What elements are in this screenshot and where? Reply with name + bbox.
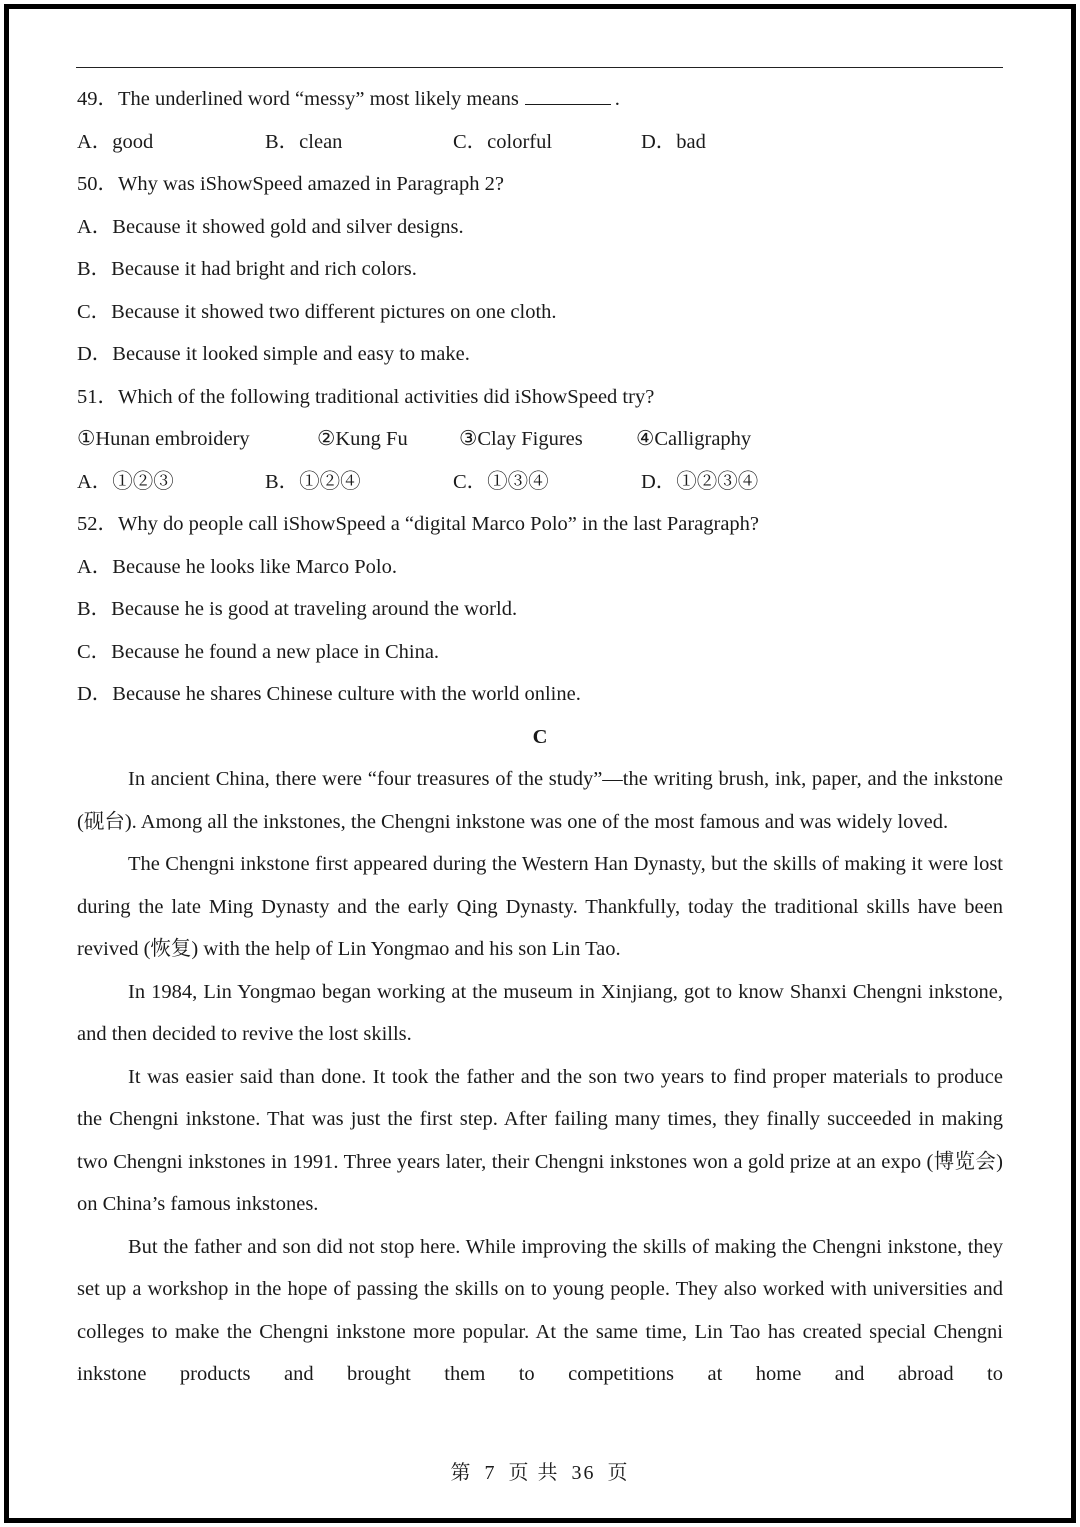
passage-paragraph-2: The Chengni inkstone first appeared during the Western Han Dynasty, but the skills of making it were lost during the late Ming Dynasty and the early Qing Dynasty. Thankfully, today the traditional skills have been revived (恢复) with the help of Lin Yongmao and his son Lin Tao. — [77, 853, 1003, 960]
header-rule — [76, 67, 1003, 68]
question-51-stem — [77, 376, 1003, 419]
question-text: The underlined word “messy” most likely means — [118, 88, 519, 110]
footer-suffix: 页 — [607, 1462, 630, 1484]
option-c: C．Because he found a new place in China. — [77, 640, 440, 663]
option-d: D．Because he shares Chinese culture with the world online. — [77, 683, 581, 705]
footer-middle: 页 共 — [508, 1462, 560, 1484]
question-49-options — [77, 121, 1003, 164]
option-c: C．①③④ — [453, 470, 549, 493]
question-end: . — [614, 88, 620, 110]
question-50-stem — [77, 163, 1003, 206]
option-b: B．①②④ — [265, 470, 361, 493]
question-number: 49． — [77, 88, 118, 110]
option-b: B．Because it had bright and rich colors. — [77, 258, 417, 280]
option-a: A．Because it showed gold and silver designs. — [77, 215, 464, 238]
option-d: D．Because it looked simple and easy to make. — [77, 343, 470, 365]
option-d: D．bad — [641, 130, 706, 153]
option-a: A．Because he looks like Marco Polo. — [77, 555, 397, 578]
footer-total-pages: 36 — [571, 1462, 596, 1484]
footer-prefix: 第 — [450, 1462, 473, 1484]
question-text: Why do people call iShowSpeed a “digital Marco Polo” in the last Paragraph? — [118, 513, 760, 535]
question-52-stem — [77, 503, 1003, 546]
option-c: C．Because it showed two different pictures on one cloth. — [77, 300, 557, 323]
activity-item-2: ②Kung Fu — [317, 428, 408, 450]
passage-paragraph-1: In ancient China, there were “four treasures of the study”—the writing brush, ink, paper, and the inkstone (砚台). Among all the inkstones, the Chengni inkstone was one of the most famous and was widely loved. — [77, 768, 1003, 833]
page-footer — [0, 1456, 1080, 1485]
option-b: B．clean — [265, 130, 343, 153]
footer-page-number: 7 — [484, 1462, 497, 1484]
question-number: 51． — [77, 385, 118, 408]
question-text: Which of the following traditional activities did iShowSpeed try? — [118, 385, 655, 408]
question-number: 52． — [77, 513, 118, 535]
activity-item-3: ③Clay Figures — [459, 428, 583, 450]
question-51-items — [77, 418, 1003, 461]
passage-paragraph-4: It was easier said than done. It took the father and the son two years to find proper materials to produce the Chengni inkstone. That was just the first step. After failing many times, they finally succeeded in making two Chengni inkstones in 1991. Three years later, their Chengni inkstones won a gold prize at an expo (博览会) on China’s famous inkstones. — [77, 1065, 1003, 1215]
section-heading: C — [532, 725, 548, 748]
passage-paragraph-5: But the father and son did not stop here. While improving the skills of making the Chengni inkstone, they set up a workshop in the hope of passing the skills on to young people. They also worked with universities and colleges to make the Chengni inkstone more popular. At the same time, Lin Tao has created special Chengni inkstone products and brought them to competitions at home and abroad to — [77, 1235, 1003, 1385]
passage-paragraph-3: In 1984, Lin Yongmao began working at the museum in Xinjiang, got to know Shanxi Chengni inkstone, and then decided to revive the lost skills. — [77, 980, 1003, 1045]
option-a: A．good — [77, 130, 154, 153]
question-text: Why was iShowSpeed amazed in Paragraph 2? — [118, 173, 504, 195]
answer-blank — [525, 84, 611, 105]
activity-item-4: ④Calligraphy — [636, 428, 752, 450]
option-c: C．colorful — [453, 130, 553, 153]
question-51-options — [77, 461, 1003, 504]
option-b: B．Because he is good at traveling around the world. — [77, 598, 518, 620]
question-49-stem — [77, 78, 1003, 121]
question-number: 50． — [77, 173, 118, 195]
activity-item-1: ①Hunan embroidery — [77, 428, 250, 450]
exam-content — [77, 78, 1003, 1396]
option-d: D．①②③④ — [641, 470, 759, 493]
option-a: A．①②③ — [77, 470, 174, 493]
